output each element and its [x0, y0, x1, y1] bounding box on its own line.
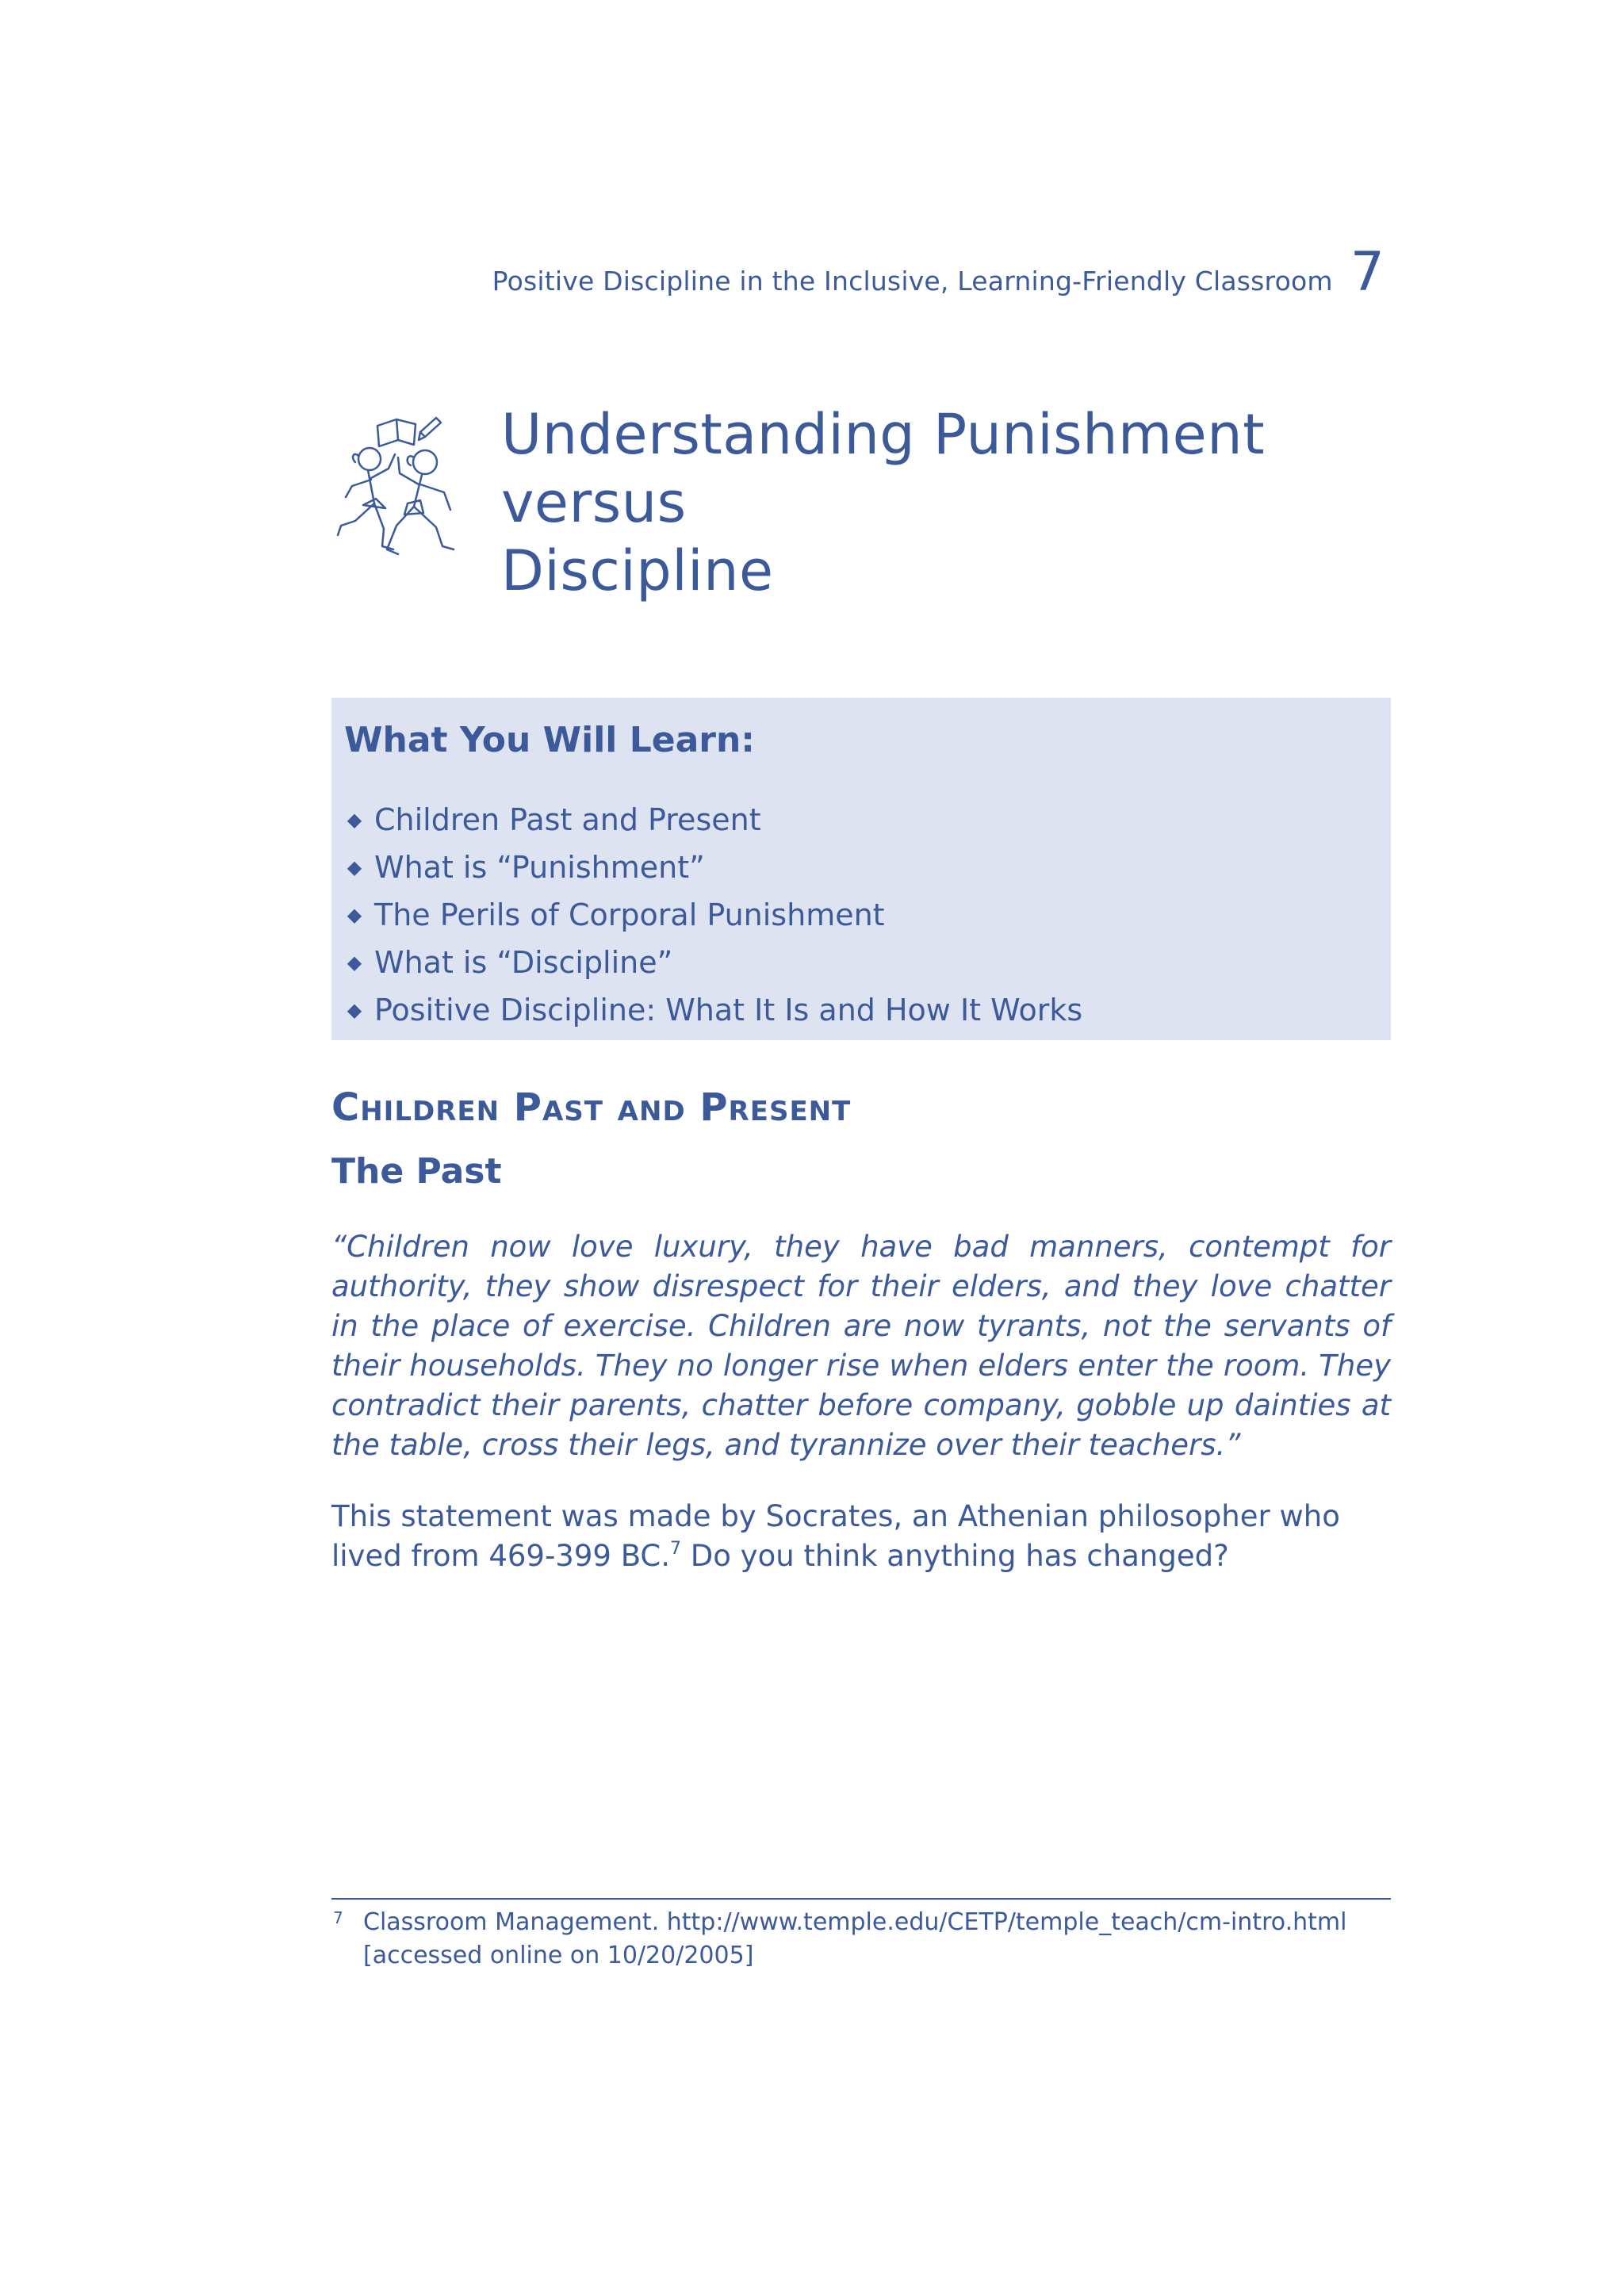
learn-list-item-label: What is “Punishment” [374, 850, 705, 885]
diamond-bullet-icon: ◆ [347, 951, 362, 974]
children-playing-icon [331, 410, 482, 561]
body-paragraph-text: This statement was made by Socrates, an Athenian philosopher who lived from 469-399 BC. [331, 1499, 1340, 1573]
chapter-title-line-2: Discipline [501, 538, 774, 603]
chapter-title [501, 400, 1394, 605]
learn-box-heading: What You Will Learn: [344, 720, 755, 760]
footnote-divider [331, 1898, 1391, 1900]
footnote-reference[interactable]: 7 [670, 1538, 682, 1559]
learn-list-item [344, 891, 1378, 939]
learn-list-item-label: Children Past and Present [374, 802, 761, 837]
chapter-title-line-1: Understanding Punishment versus [501, 402, 1266, 535]
diamond-bullet-icon: ◆ [347, 904, 362, 926]
learn-list-item [344, 844, 1378, 891]
running-header [492, 241, 1385, 304]
learn-list-item-label: Positive Discipline: What It Is and How It Works [374, 993, 1083, 1027]
footnote-mark: 7 [333, 1908, 343, 1927]
footnote-text: Classroom Management. http://www.temple.edu/CETP/temple_teach/cm-intro.html [accessed online on 10/20/2005] [363, 1908, 1347, 1969]
body-paragraph-text-end: Do you think anything has changed? [681, 1539, 1229, 1573]
chapter-heading [331, 400, 1394, 605]
chapter-number: 7 [1350, 241, 1385, 304]
what-you-will-learn-box [331, 698, 1391, 1040]
diamond-bullet-icon: ◆ [347, 999, 362, 1021]
subsection-heading: The Past [331, 1151, 502, 1192]
learn-list-item-label: The Perils of Corporal Punishment [374, 897, 885, 932]
diamond-bullet-icon: ◆ [347, 856, 362, 878]
socrates-quote: “Children now love luxury, they have bad manners, contempt for authority, they show disrespect for their elders, and they love chatter in the place of exercise. Children are now tyrants, not the servants of their households. They no longer rise when elders enter the room. They contradict their parents, chatter before company, gobble up dainties at the table, cross their legs, and tyrannize over their teachers.” [331, 1230, 1391, 1462]
body-paragraph [331, 1497, 1391, 1576]
section-heading: Children Past and Present [331, 1085, 852, 1130]
learn-list [344, 796, 1378, 1034]
learn-list-item [344, 986, 1378, 1034]
learn-list-item [344, 796, 1378, 844]
book-title: Positive Discipline in the Inclusive, Learning-Friendly Classroom [492, 266, 1333, 297]
learn-list-item [344, 939, 1378, 986]
footnote [331, 1906, 1391, 1973]
learn-list-item-label: What is “Discipline” [374, 945, 673, 980]
diamond-bullet-icon: ◆ [347, 809, 362, 831]
